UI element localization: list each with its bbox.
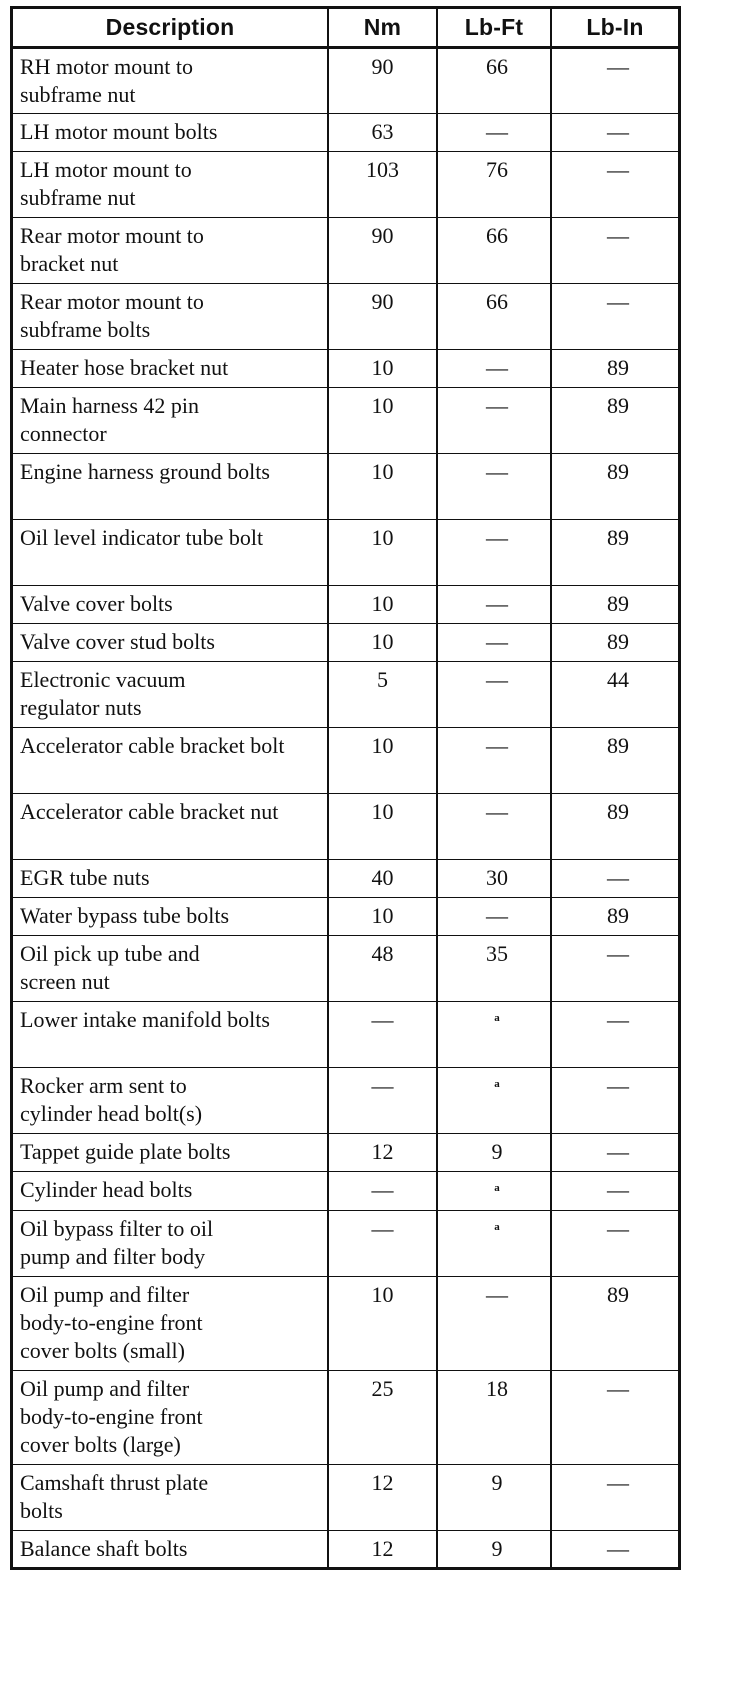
table-row [12, 350, 680, 388]
header-row [12, 8, 680, 48]
cell-lb-in: 89 [551, 728, 680, 794]
cell-description: Valve cover stud bolts [12, 624, 329, 662]
cell-nm: — [328, 1068, 437, 1134]
header-lb-in: Lb-In [551, 8, 680, 48]
table-row [12, 1068, 680, 1134]
cell-description: Balance shaft bolts [12, 1531, 329, 1569]
cell-lb-ft: — [437, 662, 551, 728]
header-description: Description [12, 8, 329, 48]
cell-description: Oil pump and filter body-to-engine front cover bolts (large) [12, 1371, 329, 1465]
table-row [12, 152, 680, 218]
cell-nm: — [328, 1002, 437, 1068]
cell-description: LH motor mount to subframe nut [12, 152, 329, 218]
cell-lb-ft: 66 [437, 218, 551, 284]
cell-lb-ft: 35 [437, 936, 551, 1002]
cell-lb-ft: 66 [437, 48, 551, 114]
cell-lb-in: 89 [551, 624, 680, 662]
table-row [12, 454, 680, 520]
cell-lb-ft: — [437, 388, 551, 454]
table-row [12, 388, 680, 454]
cell-description: Tappet guide plate bolts [12, 1134, 329, 1172]
cell-nm: 5 [328, 662, 437, 728]
cell-lb-ft: 9 [437, 1531, 551, 1569]
cell-description: Electronic vacuum regulator nuts [12, 662, 329, 728]
table-row [12, 1465, 680, 1531]
cell-lb-in: — [551, 936, 680, 1002]
cell-lb-in: 89 [551, 1277, 680, 1371]
cell-nm: 12 [328, 1134, 437, 1172]
cell-lb-ft: — [437, 454, 551, 520]
cell-lb-in: 89 [551, 454, 680, 520]
cell-nm: 10 [328, 624, 437, 662]
cell-lb-in: — [551, 1465, 680, 1531]
cell-lb-ft: — [437, 520, 551, 586]
cell-nm: 63 [328, 114, 437, 152]
cell-lb-in: — [551, 152, 680, 218]
cell-lb-in: 44 [551, 662, 680, 728]
cell-description: Accelerator cable bracket nut [12, 794, 329, 860]
cell-lb-ft [437, 1002, 551, 1068]
table-row [12, 114, 680, 152]
cell-description: Main harness 42 pin connector [12, 388, 329, 454]
cell-lb-ft: 30 [437, 860, 551, 898]
cell-lb-ft [437, 1068, 551, 1134]
table-row [12, 662, 680, 728]
cell-lb-in: — [551, 218, 680, 284]
cell-nm: 12 [328, 1465, 437, 1531]
cell-nm: 103 [328, 152, 437, 218]
cell-lb-in: — [551, 1172, 680, 1211]
cell-lb-ft [437, 1172, 551, 1211]
cell-nm: 12 [328, 1531, 437, 1569]
cell-description: Valve cover bolts [12, 586, 329, 624]
cell-lb-in: — [551, 1068, 680, 1134]
table-row [12, 1371, 680, 1465]
cell-nm: 10 [328, 454, 437, 520]
cell-lb-ft: — [437, 586, 551, 624]
table-header [12, 8, 680, 48]
cell-description: Water bypass tube bolts [12, 898, 329, 936]
cell-lb-ft: — [437, 624, 551, 662]
cell-lb-in: — [551, 114, 680, 152]
cell-lb-ft: — [437, 898, 551, 936]
header-lb-ft: Lb-Ft [437, 8, 551, 48]
cell-lb-ft: 9 [437, 1465, 551, 1531]
cell-lb-ft: — [437, 1277, 551, 1371]
cell-lb-in: — [551, 1531, 680, 1569]
cell-description: Oil pick up tube and screen nut [12, 936, 329, 1002]
cell-description: Heater hose bracket nut [12, 350, 329, 388]
cell-lb-in: 89 [551, 794, 680, 860]
cell-description: Oil level indicator tube bolt [12, 520, 329, 586]
cell-description: Accelerator cable bracket bolt [12, 728, 329, 794]
cell-lb-in: 89 [551, 350, 680, 388]
cell-nm: 48 [328, 936, 437, 1002]
cell-description: Rear motor mount to bracket nut [12, 218, 329, 284]
cell-description: RH motor mount to subframe nut [12, 48, 329, 114]
cell-lb-ft: — [437, 728, 551, 794]
cell-lb-ft: — [437, 350, 551, 388]
cell-nm: 10 [328, 520, 437, 586]
cell-lb-in: 89 [551, 586, 680, 624]
cell-description: EGR tube nuts [12, 860, 329, 898]
table-row [12, 1277, 680, 1371]
cell-lb-ft: 9 [437, 1134, 551, 1172]
table-row [12, 936, 680, 1002]
table-row [12, 520, 680, 586]
cell-lb-in: — [551, 1134, 680, 1172]
footnote-marker: a [494, 1012, 500, 1024]
table-row [12, 728, 680, 794]
table-row [12, 218, 680, 284]
cell-nm: 10 [328, 1277, 437, 1371]
cell-lb-ft: — [437, 794, 551, 860]
table-row [12, 794, 680, 860]
cell-nm: 10 [328, 728, 437, 794]
cell-description: Lower intake manifold bolts [12, 1002, 329, 1068]
table-row [12, 624, 680, 662]
table-row [12, 1211, 680, 1277]
cell-nm: 10 [328, 794, 437, 860]
cell-lb-ft: 66 [437, 284, 551, 350]
cell-lb-in: — [551, 860, 680, 898]
cell-nm: — [328, 1172, 437, 1211]
cell-lb-in: 89 [551, 520, 680, 586]
table-row [12, 1002, 680, 1068]
table-row [12, 586, 680, 624]
cell-description: Rocker arm sent to cylinder head bolt(s) [12, 1068, 329, 1134]
cell-lb-in: 89 [551, 388, 680, 454]
cell-nm: 90 [328, 218, 437, 284]
header-nm: Nm [328, 8, 437, 48]
cell-description: Engine harness ground bolts [12, 454, 329, 520]
cell-nm: 40 [328, 860, 437, 898]
cell-nm: 10 [328, 898, 437, 936]
cell-description: Oil bypass filter to oil pump and filter body [12, 1211, 329, 1277]
cell-description: Rear motor mount to subframe bolts [12, 284, 329, 350]
footnote-marker: a [494, 1078, 500, 1090]
cell-lb-ft [437, 1211, 551, 1277]
cell-nm: 90 [328, 284, 437, 350]
table-row [12, 1172, 680, 1211]
cell-description: Camshaft thrust plate bolts [12, 1465, 329, 1531]
cell-lb-in: — [551, 1211, 680, 1277]
table-row [12, 898, 680, 936]
cell-lb-in: — [551, 1002, 680, 1068]
cell-nm: 25 [328, 1371, 437, 1465]
cell-lb-ft: 76 [437, 152, 551, 218]
footnote-marker: a [494, 1182, 500, 1194]
cell-nm: — [328, 1211, 437, 1277]
cell-lb-in: — [551, 48, 680, 114]
cell-lb-in: — [551, 284, 680, 350]
table-row [12, 1134, 680, 1172]
table-body [12, 48, 680, 1569]
cell-nm: 10 [328, 350, 437, 388]
footnote-marker: a [494, 1221, 500, 1233]
cell-lb-ft: 18 [437, 1371, 551, 1465]
torque-spec-table [10, 6, 681, 1570]
cell-nm: 10 [328, 586, 437, 624]
table-row [12, 48, 680, 114]
table-row [12, 284, 680, 350]
cell-description: LH motor mount bolts [12, 114, 329, 152]
cell-description: Cylinder head bolts [12, 1172, 329, 1211]
cell-lb-in: 89 [551, 898, 680, 936]
cell-description: Oil pump and filter body-to-engine front cover bolts (small) [12, 1277, 329, 1371]
table-row [12, 860, 680, 898]
cell-lb-in: — [551, 1371, 680, 1465]
cell-nm: 10 [328, 388, 437, 454]
table-row [12, 1531, 680, 1569]
cell-nm: 90 [328, 48, 437, 114]
cell-lb-ft: — [437, 114, 551, 152]
